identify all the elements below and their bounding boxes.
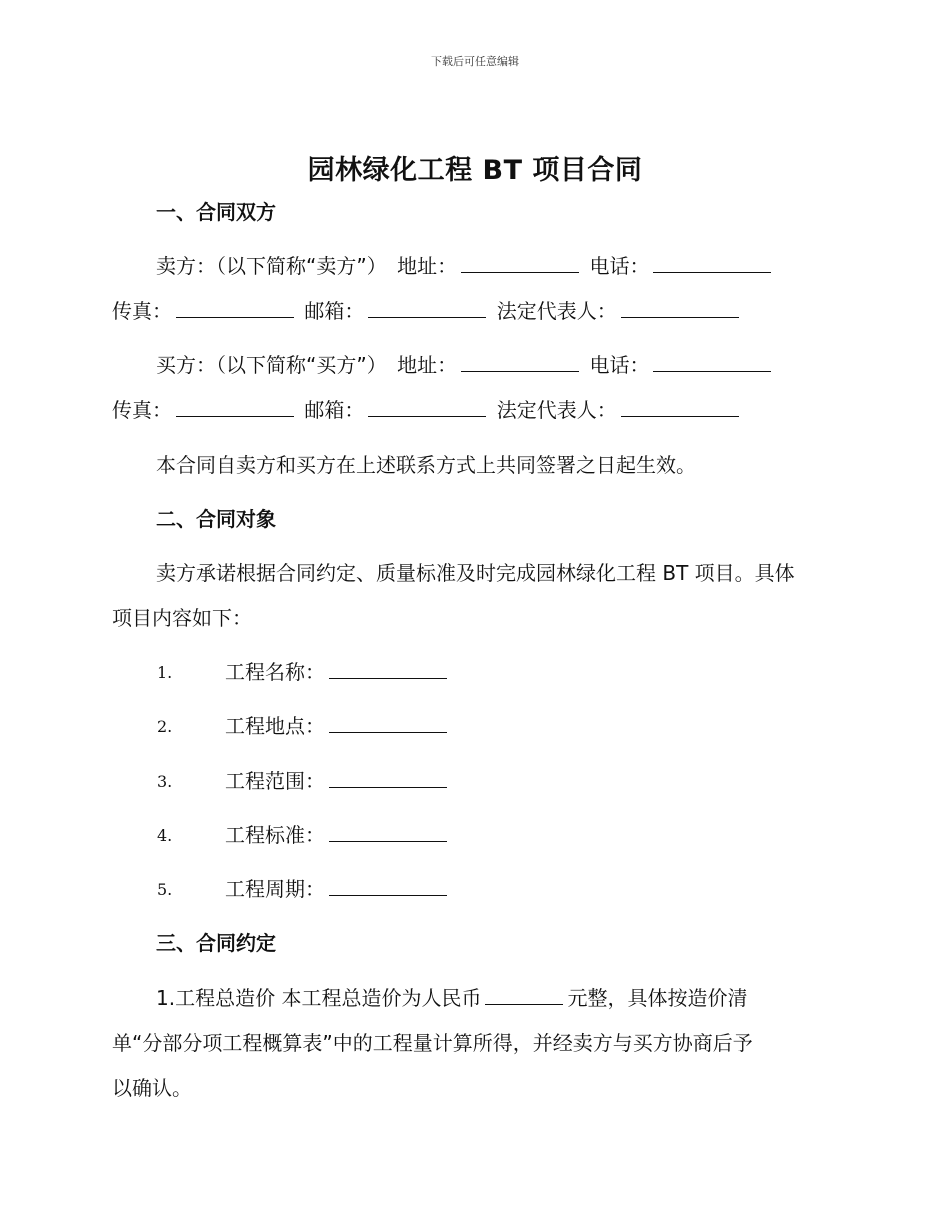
effective-clause: 本合同自卖方和买方在上述联系方式上共同签署之日起生效。 — [156, 453, 696, 477]
buyer-phone-blank — [653, 351, 771, 372]
terms-paragraph-line3: 以确认。 — [112, 1076, 192, 1100]
total-price-blank — [485, 984, 563, 1005]
email-label: 邮箱： — [304, 398, 365, 422]
seller-line — [156, 252, 775, 280]
header-note: 下载后可任意编辑 — [431, 55, 519, 68]
rep-label: 法定代表人： — [496, 398, 617, 422]
object-paragraph-line1: 卖方承诺根据合同约定、质量标准及时完成园林绿化工程 BT 项目。具体 — [156, 561, 795, 585]
item-number: 4. — [157, 826, 173, 845]
list-item — [225, 767, 451, 795]
phone-label: 电话： — [589, 254, 650, 278]
terms-paragraph-line1 — [156, 984, 747, 1012]
fax-label: 传真： — [112, 398, 172, 422]
item-blank — [329, 875, 447, 896]
section-heading-terms: 三、合同约定 — [156, 931, 276, 955]
section-heading-parties: 一、合同双方 — [156, 200, 276, 224]
item-blank — [329, 821, 447, 842]
seller-phone-blank — [653, 252, 771, 273]
buyer-address-blank — [461, 351, 579, 372]
item-number: 3. — [157, 772, 173, 791]
document-title: 园林绿化工程 BT 项目合同 — [307, 155, 643, 186]
buyer-line — [156, 351, 775, 379]
item-number: 5. — [157, 880, 173, 899]
email-label: 邮箱： — [304, 299, 365, 323]
list-item — [225, 712, 451, 740]
address-label: 地址： — [397, 254, 458, 278]
seller-line-2 — [112, 297, 743, 325]
buyer-email-blank — [368, 396, 486, 417]
section-heading-object: 二、合同对象 — [156, 507, 276, 531]
buyer-line-2 — [112, 396, 743, 424]
seller-fax-blank — [176, 297, 294, 318]
fax-label: 传真： — [112, 299, 172, 323]
buyer-intro: 买方：（以下简称“买方”） — [156, 353, 387, 377]
buyer-fax-blank — [176, 396, 294, 417]
list-item — [225, 821, 451, 849]
buyer-rep-blank — [621, 396, 739, 417]
item-blank — [329, 658, 447, 679]
seller-address-blank — [461, 252, 579, 273]
object-paragraph-line2: 项目内容如下： — [112, 606, 252, 630]
item-number: 1. — [157, 663, 173, 682]
phone-label: 电话： — [589, 353, 650, 377]
seller-email-blank — [368, 297, 486, 318]
item-label: 工程范围： — [225, 769, 325, 793]
item-label: 工程名称： — [225, 660, 325, 684]
list-item — [225, 658, 451, 686]
rep-label: 法定代表人： — [496, 299, 617, 323]
terms-paragraph-line2: 单“分部分项工程概算表”中的工程量计算所得，并经卖方与买方协商后予 — [112, 1031, 753, 1055]
address-label: 地址： — [397, 353, 458, 377]
item-label: 工程标准： — [225, 823, 325, 847]
item-label: 工程周期： — [225, 877, 325, 901]
item-number: 2. — [157, 717, 173, 736]
item-blank — [329, 712, 447, 733]
seller-rep-blank — [621, 297, 739, 318]
list-item — [225, 875, 451, 903]
terms-text-a: 1.工程总造价 本工程总造价为人民币 — [156, 986, 482, 1010]
item-label: 工程地点： — [225, 714, 325, 738]
item-blank — [329, 767, 447, 788]
seller-intro: 卖方：（以下简称“卖方”） — [156, 254, 387, 278]
terms-text-b: 元整，具体按造价清 — [567, 986, 748, 1010]
